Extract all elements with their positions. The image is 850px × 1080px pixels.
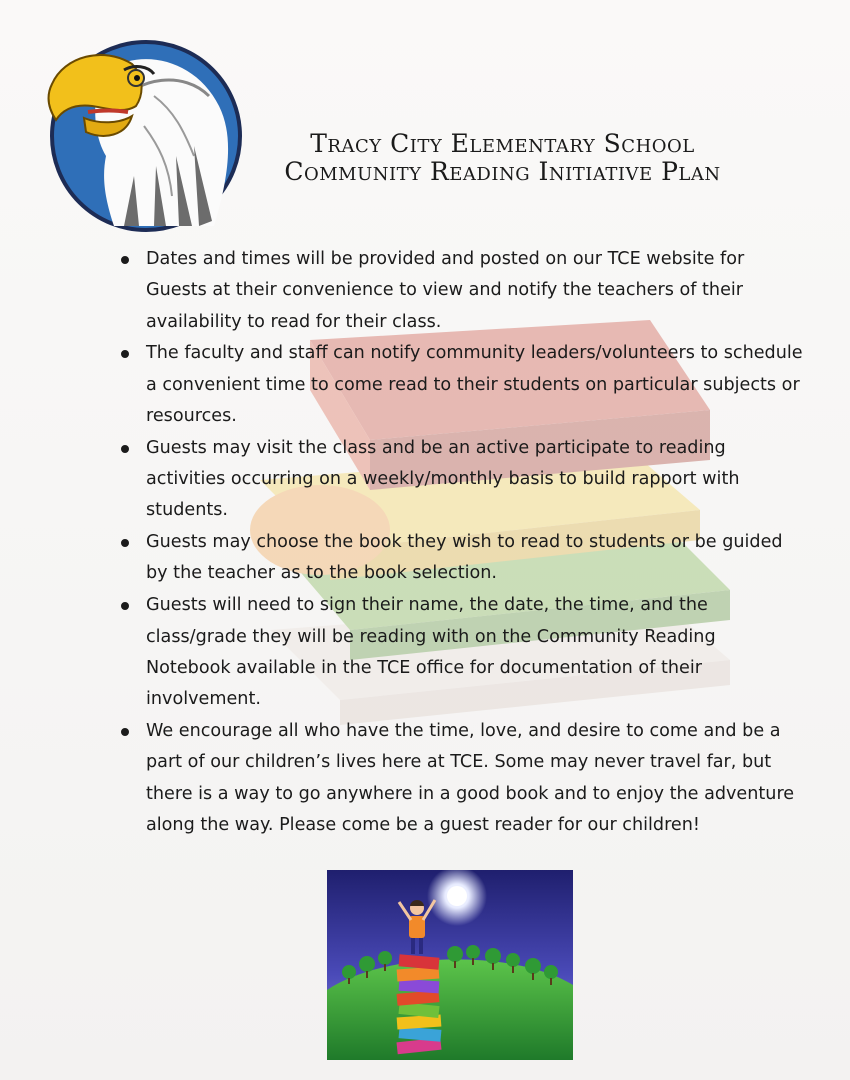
list-item-text: The faculty and staff can notify community leaders/volunteers to schedule a convenient time to come read to their students on particular subjects or resources.: [146, 343, 803, 426]
bullet-icon: [121, 350, 129, 358]
title-line-school: Tracy City Elementary School: [310, 129, 695, 158]
list-item: [115, 433, 805, 527]
bullet-icon: [121, 728, 129, 736]
list-item-text: Dates and times will be provided and posted on our TCE website for Guests at their convenience to view and notify the teachers of their availability to read for their class.: [146, 249, 745, 332]
bullet-icon: [121, 602, 129, 610]
list-item-text: Guests will need to sign their name, the date, the time, and the class/grade they will be reading with on the Community Reading Notebook available in the TCE office for documentation of their involvement.: [146, 595, 716, 710]
list-item: [115, 527, 805, 590]
child-on-books-illustration-icon: [327, 870, 573, 1060]
list-item: [115, 244, 805, 338]
bullet-icon: [121, 445, 129, 453]
list-item: [115, 338, 805, 432]
list-item: [115, 716, 805, 841]
title-line-plan: Community Reading Initiative Plan: [284, 157, 721, 186]
bullet-icon: [121, 539, 129, 547]
bullet-icon: [121, 256, 129, 264]
bullet-list: [115, 244, 805, 842]
eagle-mascot-logo-icon: [44, 36, 244, 232]
list-item-text: We encourage all who have the time, love, and desire to come and be a part of our children’s lives here at TCE. Some may never travel far, but there is a way to go anywhere in a good book and to enjoy the adventure along the way. Please come be a guest reader for our children!: [146, 720, 795, 835]
list-item-text: Guests may choose the book they wish to read to students or be guided by the teacher as to the book selection.: [146, 532, 783, 584]
document-title: [230, 130, 775, 186]
list-item-text: Guests may visit the class and be an active participate to reading activities occurring on a weekly/monthly basis to build rapport with students.: [146, 437, 740, 521]
list-item: [115, 590, 805, 715]
